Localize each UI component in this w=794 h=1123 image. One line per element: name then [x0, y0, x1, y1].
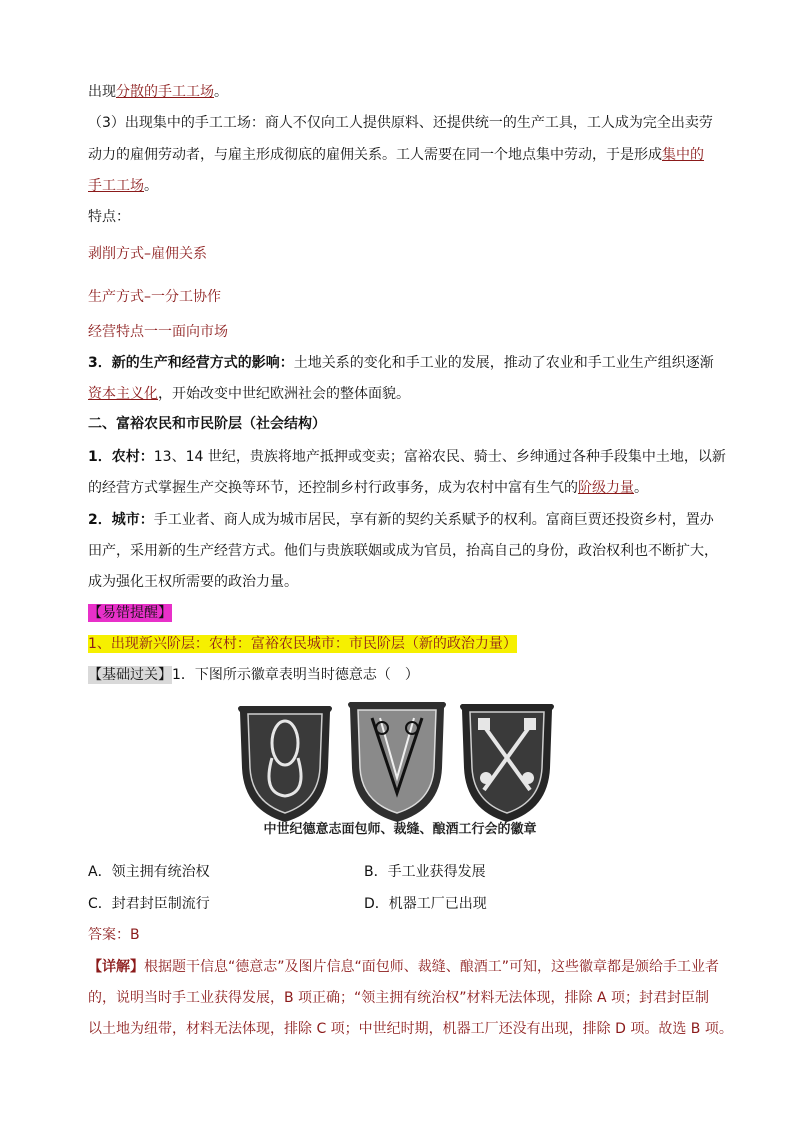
figure-caption: 中世纪德意志面包师、裁缝、酿酒工行会的徽章: [263, 822, 537, 837]
paragraph-line: [88, 145, 704, 165]
answer: 答案：B: [88, 927, 140, 943]
bold-heading: 2．城市：: [88, 512, 154, 528]
text: 的经营方式掌握生产交换等环节，还控制乡村行政事务，成为农村中富有生气的: [88, 480, 578, 496]
paragraph-line: [88, 510, 714, 530]
bold-heading: 3．新的生产和经营方式的影响：: [88, 355, 294, 371]
detail-line: [88, 957, 719, 977]
option-c[interactable]: C．封君封臣制流行: [88, 896, 210, 912]
text: （3）出现集中的手工工场：商人不仅向工人提供原料、还提供统一的生产工具，工人成为完全出卖劳: [88, 115, 713, 131]
paragraph-line: [88, 113, 713, 133]
paragraph-line: [88, 82, 228, 102]
text: 成为强化王权所需要的政治力量。: [88, 574, 298, 590]
baker-badge: [238, 706, 332, 822]
paragraph-line: [88, 176, 158, 196]
feature-item: 剥削方式–雇佣关系: [88, 246, 207, 262]
question-line: [88, 665, 419, 685]
detail-line: 的，说明当时手工业获得发展，B 项正确；“领主拥有统治权”材料无法体现，排除 A 项；封君封臣制: [88, 990, 710, 1006]
text: 手工业者、商人成为城市居民，享有新的契约关系赋予的权利。富商巨贾还投资乡村，置办: [153, 512, 714, 528]
option-a[interactable]: A．领主拥有统治权: [88, 864, 210, 880]
highlight-term: 手工工场: [88, 178, 144, 194]
feature-item: 生产方式–一分工协作: [88, 289, 221, 305]
text: 动力的雇佣劳动者，与雇主形成彻底的雇佣关系。工人需要在同一个地点集中劳动，于是形成: [88, 147, 662, 163]
text: 。: [214, 84, 228, 100]
paragraph-line: [88, 353, 714, 373]
brewer-badge: [460, 704, 554, 822]
detail-tag: 【详解】: [88, 959, 144, 975]
tip-label-line: [88, 603, 172, 623]
section-title: 二、富裕农民和市民阶层（社会结构）: [88, 416, 326, 432]
question-tag: 【基础过关】: [88, 667, 172, 683]
highlight-term: 集中的: [662, 147, 704, 163]
tip-text-line: [88, 634, 517, 654]
text: 出现: [88, 84, 116, 100]
text: 13、14 世纪，贵族将地产抵押或变卖；富裕农民、骑士、乡绅通过各种手段集中土地，以新: [153, 449, 726, 465]
tailor-badge: [348, 702, 446, 822]
tip-text: 1、出现新兴阶层：农村：富裕农民城市：市民阶层（新的政治力量）: [88, 636, 517, 652]
paragraph-line: [88, 447, 726, 467]
text: 。: [144, 178, 158, 194]
paragraph-line: [88, 541, 718, 561]
option-b[interactable]: B．手工业获得发展: [364, 864, 486, 880]
highlight-term: 资本主义化: [88, 386, 158, 402]
features-label: 特点：: [88, 209, 130, 225]
question-text: 1．下图所示徽章表明当时德意志（ ）: [172, 667, 419, 683]
paragraph-line: [88, 384, 410, 404]
feature-item: 经营特点一一面向市场: [88, 324, 228, 340]
paragraph-line: [88, 572, 298, 592]
tip-label: 【易错提醒】: [88, 605, 172, 621]
text: 土地关系的变化和手工业的发展，推动了农业和手工业生产组织逐渐: [293, 355, 714, 371]
text: ，开始改变中世纪欧洲社会的整体面貌。: [158, 386, 410, 402]
option-d[interactable]: D．机器工厂已出现: [364, 896, 487, 912]
highlight-term: 阶级力量: [578, 480, 634, 496]
text: 根据题干信息“德意志”及图片信息“面包师、裁缝、酿酒工”可知，这些徽章都是颁给手工业者: [144, 959, 720, 975]
bold-heading: 1．农村：: [88, 449, 154, 465]
detail-line: 以土地为纽带，材料无法体现，排除 C 项；中世纪时期，机器工厂还没有出现，排除 D 项。故选 B 项。: [88, 1021, 733, 1037]
text: 田产，采用新的生产经营方式。他们与贵族联姻或成为官员，抬高自己的身份，政治权利也不断扩大，: [88, 543, 718, 559]
text: 。: [634, 480, 648, 496]
paragraph-line: [88, 478, 648, 498]
highlight-term: 分散的手工工场: [116, 84, 214, 100]
